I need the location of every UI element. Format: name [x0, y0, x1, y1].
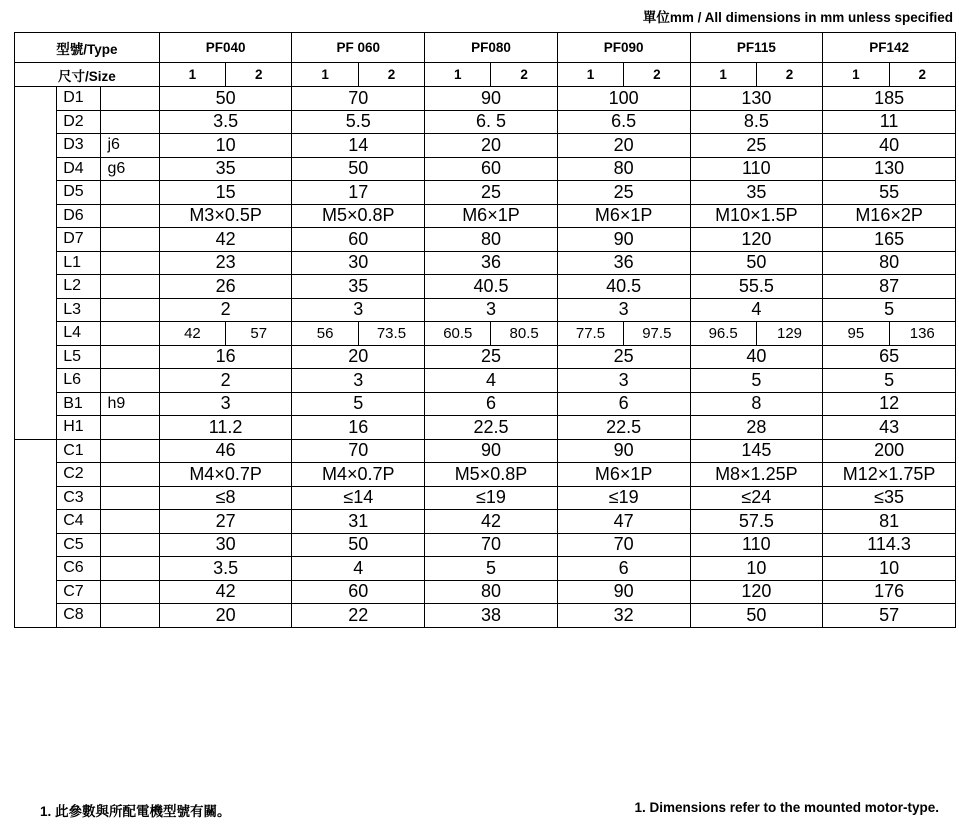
table-cell: 11: [823, 110, 956, 134]
table-cell: 120: [690, 228, 823, 252]
table-cell: 16: [292, 416, 425, 440]
dimension-code: C8: [57, 604, 101, 628]
table-cell: 35: [159, 157, 292, 181]
table-cell: 6: [425, 392, 558, 416]
tolerance: [101, 345, 159, 369]
table-cell: ≤24: [690, 486, 823, 510]
input-group-label: [15, 439, 57, 627]
table-cell: 60.5: [425, 322, 491, 346]
table-cell: 57: [226, 322, 292, 346]
table-row: [15, 204, 956, 228]
table-cell: M5×0.8P: [292, 204, 425, 228]
table-cell: 40.5: [425, 275, 558, 299]
table-cell: 16: [159, 345, 292, 369]
table-cell: ≤8: [159, 486, 292, 510]
table-row: [15, 510, 956, 534]
dimension-code: L2: [57, 275, 101, 299]
dimension-code: D4: [57, 157, 101, 181]
table-cell: 6: [557, 392, 690, 416]
table-cell: 20: [292, 345, 425, 369]
dimension-code: D1: [57, 87, 101, 111]
header-row-type: [15, 33, 956, 63]
table-cell: M8×1.25P: [690, 463, 823, 487]
size-header: 2: [226, 63, 292, 87]
table-cell: 30: [292, 251, 425, 275]
dimension-code: H1: [57, 416, 101, 440]
table-cell: 26: [159, 275, 292, 299]
table-row: [15, 275, 956, 299]
tolerance: [101, 181, 159, 205]
tolerance: [101, 557, 159, 581]
table-cell: ≤19: [425, 486, 558, 510]
table-cell: 5: [425, 557, 558, 581]
table-row: [15, 228, 956, 252]
table-cell: 5: [292, 392, 425, 416]
table-cell: 80: [425, 228, 558, 252]
table-cell: 70: [557, 533, 690, 557]
table-cell: 50: [690, 604, 823, 628]
size-header: 2: [491, 63, 557, 87]
size-header: 1: [425, 63, 491, 87]
table-row: [15, 392, 956, 416]
table-cell: 50: [292, 157, 425, 181]
dimension-table: [14, 32, 956, 628]
table-cell: 42: [159, 322, 225, 346]
table-cell: 4: [425, 369, 558, 393]
tolerance: [101, 204, 159, 228]
table-cell: 22.5: [557, 416, 690, 440]
table-cell: 22.5: [425, 416, 558, 440]
table-cell: 110: [690, 157, 823, 181]
size-header: 2: [624, 63, 690, 87]
table-row: [15, 251, 956, 275]
table-cell: 10: [690, 557, 823, 581]
table-cell: 165: [823, 228, 956, 252]
table-cell: 40: [823, 134, 956, 158]
table-cell: 25: [557, 345, 690, 369]
table-cell: M6×1P: [557, 463, 690, 487]
table-cell: 80: [557, 157, 690, 181]
table-cell: 129: [756, 322, 822, 346]
model-header: PF080: [425, 33, 558, 63]
table-cell: 120: [690, 580, 823, 604]
table-row: [15, 181, 956, 205]
dimension-code: L5: [57, 345, 101, 369]
table-cell: 176: [823, 580, 956, 604]
table-row: [15, 439, 956, 463]
tolerance: [101, 510, 159, 534]
table-cell: 87: [823, 275, 956, 299]
dimension-code: B1: [57, 392, 101, 416]
table-cell: 43: [823, 416, 956, 440]
table-cell: 14: [292, 134, 425, 158]
table-cell: 28: [690, 416, 823, 440]
tolerance: [101, 439, 159, 463]
table-cell: 50: [292, 533, 425, 557]
table-cell: 3: [425, 298, 558, 322]
table-cell: 3: [159, 392, 292, 416]
table-row: [15, 486, 956, 510]
table-cell: 40: [690, 345, 823, 369]
table-cell: 11.2: [159, 416, 292, 440]
table-cell: 25: [425, 181, 558, 205]
table-cell: 10: [159, 134, 292, 158]
tolerance: [101, 533, 159, 557]
table-cell: 35: [292, 275, 425, 299]
tolerance: [101, 322, 159, 346]
table-cell: 90: [557, 228, 690, 252]
tolerance: [101, 87, 159, 111]
size-header: 1: [557, 63, 623, 87]
table-cell: 40.5: [557, 275, 690, 299]
table-cell: 65: [823, 345, 956, 369]
table-cell: 20: [425, 134, 558, 158]
tolerance: [101, 369, 159, 393]
table-cell: M5×0.8P: [425, 463, 558, 487]
table-cell: 8.5: [690, 110, 823, 134]
table-cell: 114.3: [823, 533, 956, 557]
dimension-code: C3: [57, 486, 101, 510]
tolerance: [101, 275, 159, 299]
dimension-code: L1: [57, 251, 101, 275]
table-cell: 25: [690, 134, 823, 158]
size-header: 2: [358, 63, 424, 87]
table-cell: 130: [690, 87, 823, 111]
table-cell: ≤19: [557, 486, 690, 510]
table-cell: 70: [425, 533, 558, 557]
table-cell: 42: [425, 510, 558, 534]
table-cell: M12×1.75P: [823, 463, 956, 487]
model-header: PF115: [690, 33, 823, 63]
table-cell: 90: [557, 580, 690, 604]
tolerance: j6: [101, 134, 159, 158]
size-header-label: 尺寸/Size: [15, 63, 160, 87]
table-cell: M4×0.7P: [159, 463, 292, 487]
table-cell: ≤14: [292, 486, 425, 510]
table-cell: 80: [425, 580, 558, 604]
table-row: [15, 87, 956, 111]
table-cell: 3.5: [159, 557, 292, 581]
table-cell: M3×0.5P: [159, 204, 292, 228]
table-row: [15, 157, 956, 181]
table-cell: 38: [425, 604, 558, 628]
table-cell: 30: [159, 533, 292, 557]
table-cell: 27: [159, 510, 292, 534]
table-cell: 25: [557, 181, 690, 205]
table-cell: 42: [159, 228, 292, 252]
header-row-size: [15, 63, 956, 87]
table-cell: 5: [690, 369, 823, 393]
table-cell: 25: [425, 345, 558, 369]
table-cell: 17: [292, 181, 425, 205]
table-row: [15, 322, 956, 346]
size-header: 2: [756, 63, 822, 87]
dimension-code: C4: [57, 510, 101, 534]
table-row: [15, 369, 956, 393]
table-cell: 81: [823, 510, 956, 534]
table-cell: 6.5: [557, 110, 690, 134]
dimension-code: L3: [57, 298, 101, 322]
dimension-code: D2: [57, 110, 101, 134]
size-header: 1: [292, 63, 358, 87]
table-cell: 20: [159, 604, 292, 628]
model-header: PF142: [823, 33, 956, 63]
dimension-table-body: [15, 33, 956, 628]
table-cell: 5: [823, 298, 956, 322]
table-cell: M6×1P: [425, 204, 558, 228]
table-cell: 55.5: [690, 275, 823, 299]
tolerance: [101, 298, 159, 322]
dimension-code: C6: [57, 557, 101, 581]
table-cell: 70: [292, 439, 425, 463]
table-cell: 60: [425, 157, 558, 181]
tolerance: [101, 604, 159, 628]
table-cell: 3.5: [159, 110, 292, 134]
table-row: [15, 134, 956, 158]
table-cell: 46: [159, 439, 292, 463]
dimension-code: D6: [57, 204, 101, 228]
table-cell: 50: [690, 251, 823, 275]
table-cell: 5.5: [292, 110, 425, 134]
table-row: [15, 557, 956, 581]
table-cell: 73.5: [358, 322, 424, 346]
table-cell: 6. 5: [425, 110, 558, 134]
table-cell: 35: [690, 181, 823, 205]
table-row: [15, 533, 956, 557]
tolerance: [101, 463, 159, 487]
table-cell: 4: [292, 557, 425, 581]
table-cell: 100: [557, 87, 690, 111]
table-cell: 90: [425, 439, 558, 463]
table-cell: 97.5: [624, 322, 690, 346]
table-cell: M10×1.5P: [690, 204, 823, 228]
table-cell: 12: [823, 392, 956, 416]
table-cell: 95: [823, 322, 889, 346]
model-header: PF090: [557, 33, 690, 63]
tolerance: [101, 486, 159, 510]
tolerance: [101, 580, 159, 604]
table-cell: 32: [557, 604, 690, 628]
unit-note: 單位mm / All dimensions in mm unless specified: [642, 10, 953, 25]
table-cell: M4×0.7P: [292, 463, 425, 487]
table-cell: 8: [690, 392, 823, 416]
table-cell: 15: [159, 181, 292, 205]
table-cell: 36: [425, 251, 558, 275]
footnote-chinese: 1. 此參數與所配電機型號有關。: [40, 804, 231, 819]
dimension-code: D7: [57, 228, 101, 252]
tolerance: [101, 228, 159, 252]
table-cell: 90: [557, 439, 690, 463]
table-cell: 42: [159, 580, 292, 604]
dimension-code: C5: [57, 533, 101, 557]
dimension-code: L6: [57, 369, 101, 393]
table-row: [15, 110, 956, 134]
dimension-code: C2: [57, 463, 101, 487]
table-cell: 3: [292, 298, 425, 322]
table-cell: M16×2P: [823, 204, 956, 228]
size-header: 1: [690, 63, 756, 87]
table-cell: 5: [823, 369, 956, 393]
table-cell: 56: [292, 322, 358, 346]
table-cell: 4: [690, 298, 823, 322]
dimension-code: C7: [57, 580, 101, 604]
table-cell: 3: [557, 298, 690, 322]
table-cell: 77.5: [557, 322, 623, 346]
tolerance: g6: [101, 157, 159, 181]
tolerance: [101, 251, 159, 275]
table-cell: 22: [292, 604, 425, 628]
group-label-text: [52, 484, 57, 581]
tolerance: h9: [101, 392, 159, 416]
table-cell: 96.5: [690, 322, 756, 346]
table-cell: 50: [159, 87, 292, 111]
dimension-code: C1: [57, 439, 101, 463]
table-cell: 145: [690, 439, 823, 463]
table-cell: 130: [823, 157, 956, 181]
table-cell: 2: [159, 369, 292, 393]
model-header: PF040: [159, 33, 292, 63]
table-row: [15, 345, 956, 369]
dimension-code: D5: [57, 181, 101, 205]
table-cell: 60: [292, 228, 425, 252]
table-cell: 6: [557, 557, 690, 581]
size-header: 2: [889, 63, 955, 87]
table-row: [15, 604, 956, 628]
table-cell: 110: [690, 533, 823, 557]
table-cell: 90: [425, 87, 558, 111]
table-cell: 200: [823, 439, 956, 463]
table-row: [15, 580, 956, 604]
tolerance: [101, 416, 159, 440]
table-cell: 57.5: [690, 510, 823, 534]
output-group-label: [15, 87, 57, 440]
footnote-english: 1. Dimensions refer to the mounted motor-type.: [634, 800, 939, 815]
table-cell: 31: [292, 510, 425, 534]
table-cell: 2: [159, 298, 292, 322]
table-cell: M6×1P: [557, 204, 690, 228]
size-header: 1: [823, 63, 889, 87]
model-header: PF 060: [292, 33, 425, 63]
tolerance: [101, 110, 159, 134]
table-cell: 3: [557, 369, 690, 393]
table-cell: 10: [823, 557, 956, 581]
table-cell: ≤35: [823, 486, 956, 510]
table-cell: 57: [823, 604, 956, 628]
size-header: 1: [159, 63, 225, 87]
dimension-code: L4: [57, 322, 101, 346]
table-cell: 3: [292, 369, 425, 393]
table-cell: 60: [292, 580, 425, 604]
table-row: [15, 463, 956, 487]
table-cell: 80: [823, 251, 956, 275]
table-cell: 36: [557, 251, 690, 275]
table-cell: 70: [292, 87, 425, 111]
table-cell: 20: [557, 134, 690, 158]
table-row: [15, 416, 956, 440]
table-row: [15, 298, 956, 322]
table-cell: 47: [557, 510, 690, 534]
table-cell: 23: [159, 251, 292, 275]
dimension-code: D3: [57, 134, 101, 158]
table-cell: 80.5: [491, 322, 557, 346]
table-cell: 136: [889, 322, 955, 346]
type-header-label: 型號/Type: [15, 33, 160, 63]
table-cell: 55: [823, 181, 956, 205]
table-cell: 185: [823, 87, 956, 111]
